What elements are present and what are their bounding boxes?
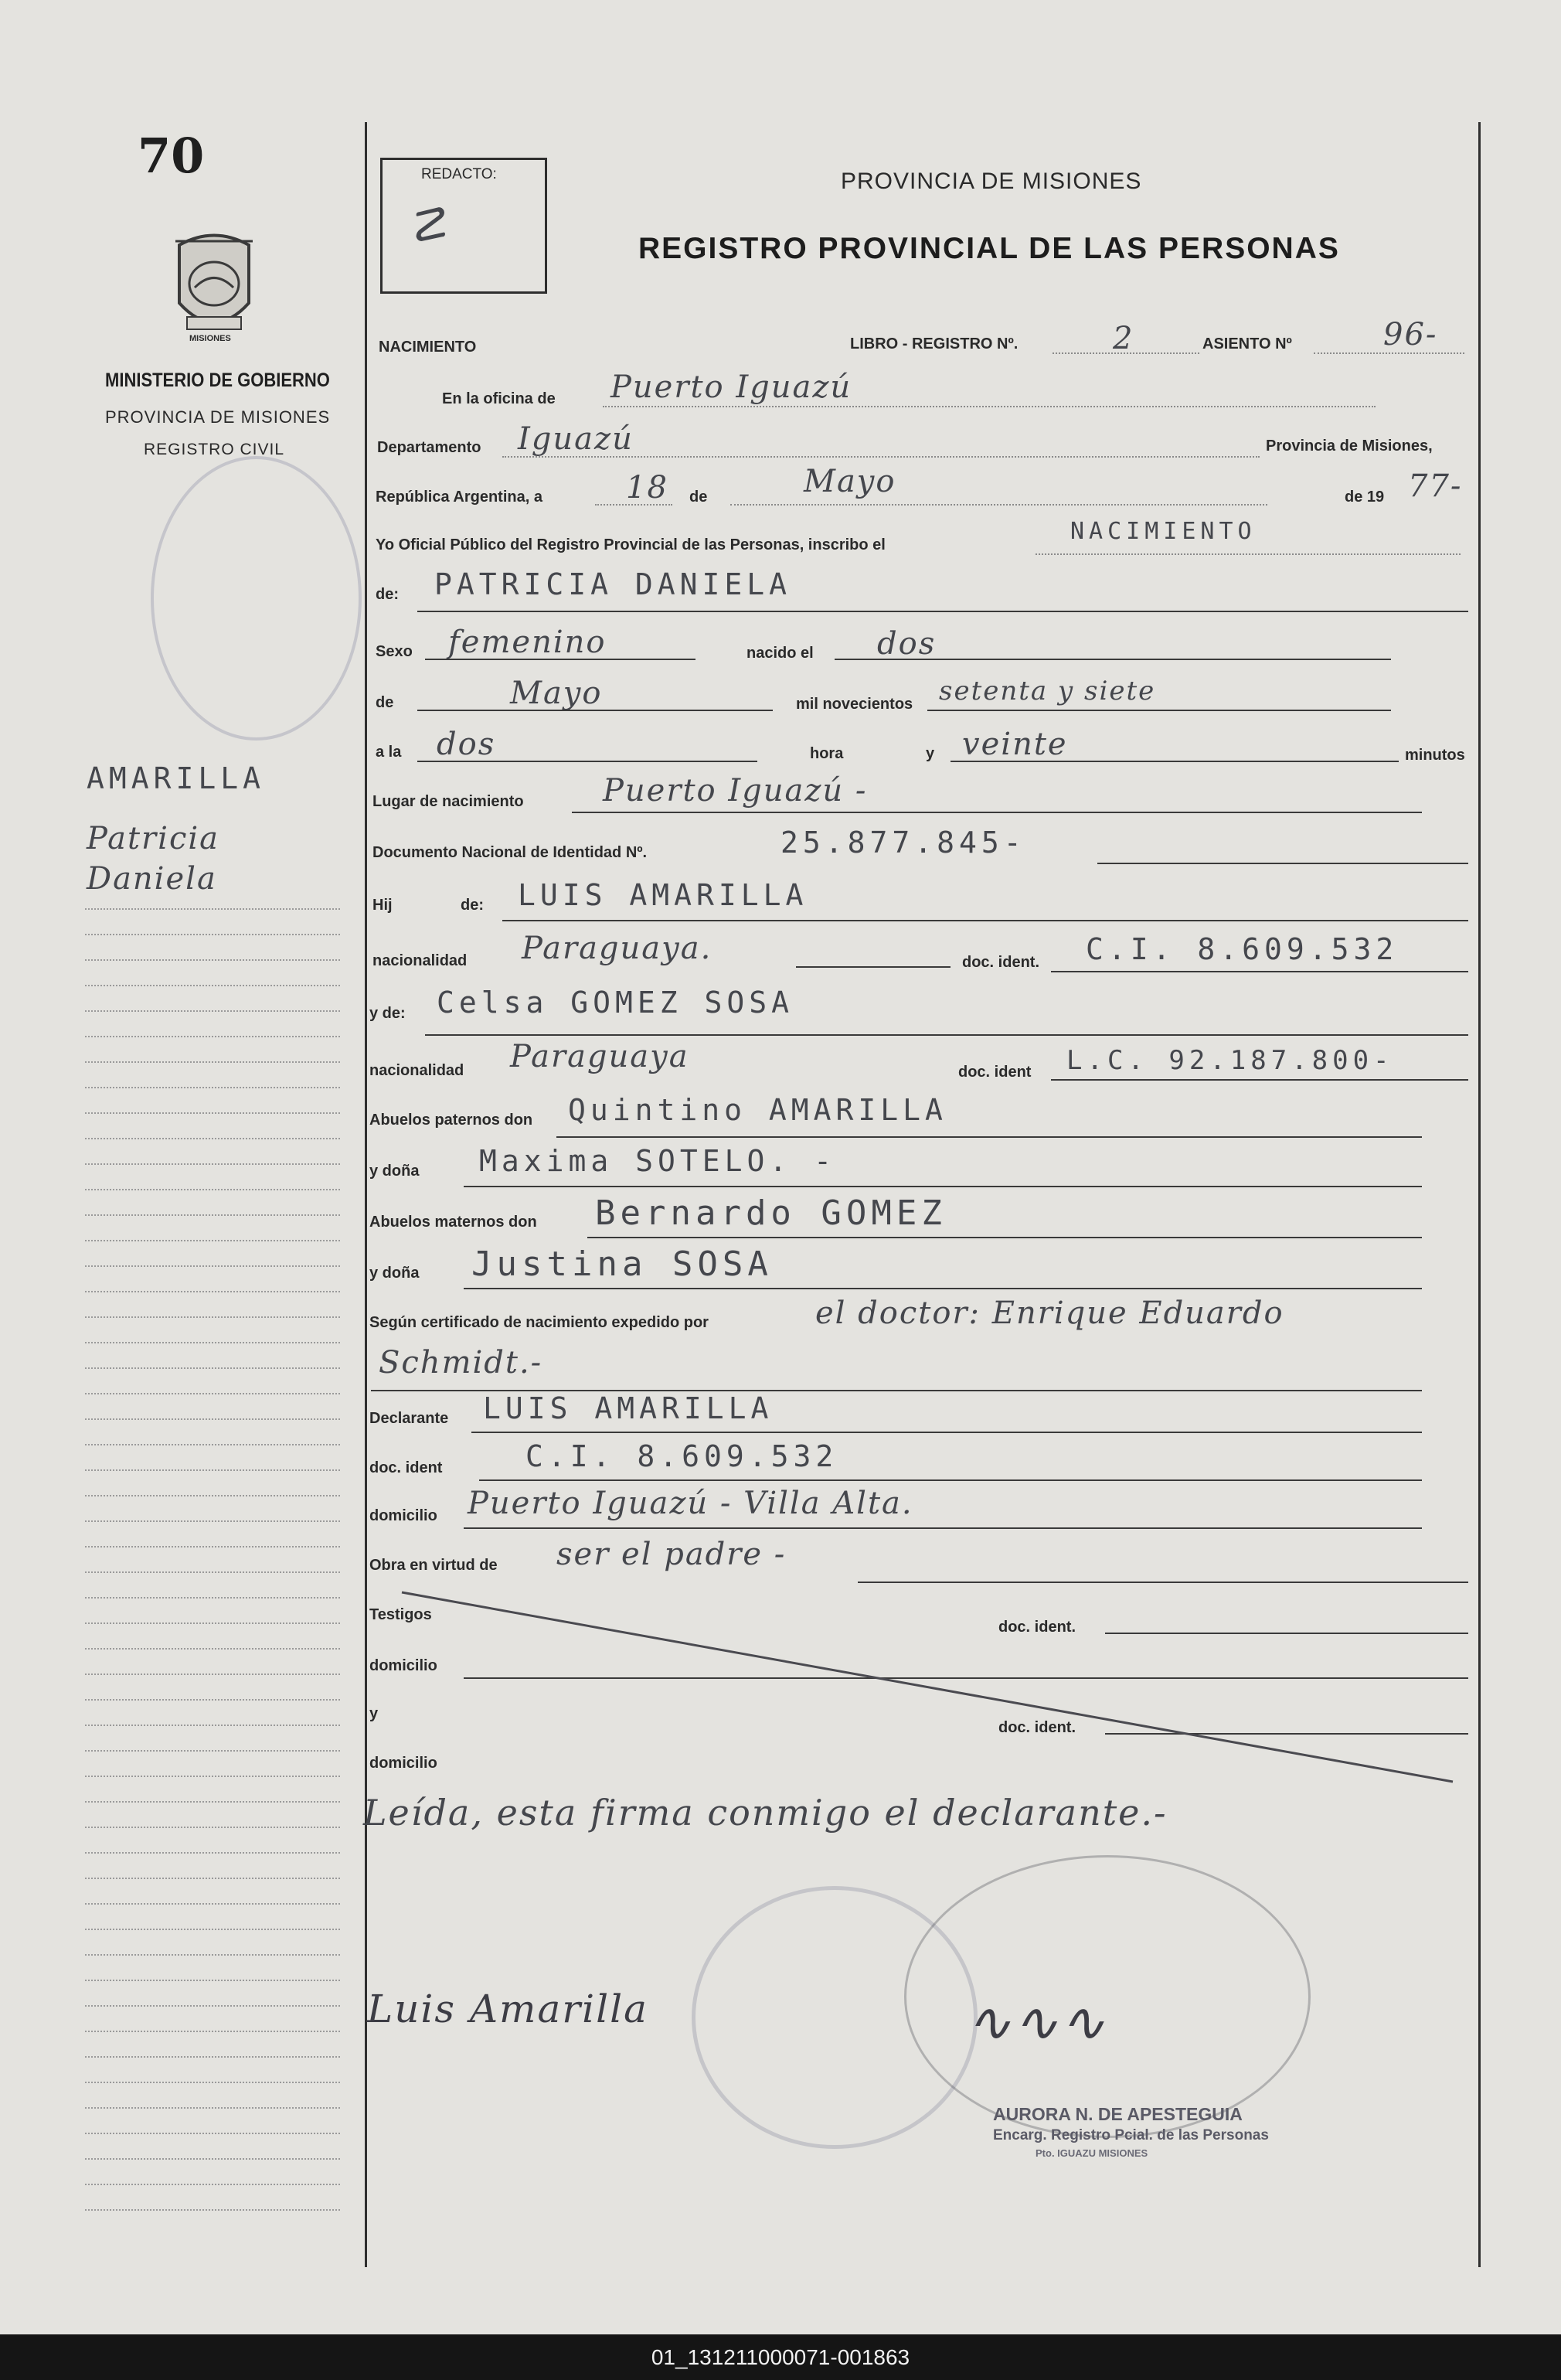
label-de-mes: de xyxy=(689,489,708,506)
label-nacionalidad-padre: nacionalidad xyxy=(372,952,468,969)
official-signature: ∿∿∿ xyxy=(966,1990,1107,2054)
ministry-name: MINISTERIO DE GOBIERNO xyxy=(105,369,330,391)
signature-loop xyxy=(904,1855,1311,2138)
label-departamento: Departamento xyxy=(377,439,481,456)
redacto-box xyxy=(380,158,547,294)
margin-line xyxy=(85,2005,340,2007)
label-dni: Documento Nacional de Identidad Nº. xyxy=(372,844,648,861)
declarante-value: LUIS AMARILLA xyxy=(483,1391,774,1425)
inscribo-value: NACIMIENTO xyxy=(1070,518,1257,545)
label-testigos: Testigos xyxy=(369,1606,432,1623)
margin-line xyxy=(85,1316,340,1318)
margin-line xyxy=(85,1750,340,1752)
margin-line xyxy=(85,1903,340,1905)
label-nacimiento: NACIMIENTO xyxy=(379,339,477,356)
label-y-de-madre: y de: xyxy=(369,1005,406,1022)
mes-value: Mayo xyxy=(804,464,896,499)
margin-line xyxy=(85,1725,340,1726)
label-oficina: En la oficina de xyxy=(442,390,556,407)
margin-line xyxy=(85,2056,340,2058)
label-lugar-nacimiento: Lugar de nacimiento xyxy=(372,793,524,810)
label-abuelos-paternos: Abuelos paternos don xyxy=(369,1112,533,1129)
label-mil-novecientos: mil novecientos xyxy=(796,696,913,713)
label-abuelos-maternos: Abuelos maternos don xyxy=(369,1214,537,1231)
label-domicilio-declarante: domicilio xyxy=(369,1507,437,1524)
anio-value: 77- xyxy=(1408,468,1463,504)
nacido-mes-value: Mayo xyxy=(510,676,603,711)
sexo-value: femenino xyxy=(448,625,607,660)
margin-line xyxy=(85,1827,340,1828)
minutos-value: veinte xyxy=(962,727,1068,762)
abuela-paterna-value: Maxima SOTELO. - xyxy=(479,1144,837,1178)
certificado-cont-value: Schmidt.- xyxy=(379,1345,543,1381)
margin-line xyxy=(85,1648,340,1650)
label-nacionalidad-madre: nacionalidad xyxy=(369,1062,464,1079)
label-doc-ident-madre: doc. ident xyxy=(958,1064,1032,1081)
margin-line xyxy=(85,2031,340,2032)
margin-line xyxy=(85,1367,340,1369)
coat-of-arms-icon xyxy=(164,226,264,349)
padre-value: LUIS AMARILLA xyxy=(518,878,808,912)
label-y-testigo2: y xyxy=(369,1705,379,1722)
label-de-mes2: de xyxy=(376,694,394,711)
label-doc-ident-padre: doc. ident. xyxy=(962,954,1039,971)
padre-nacionalidad-value: Paraguaya. xyxy=(522,931,712,966)
margin-line xyxy=(85,2158,340,2160)
margin-note-surname: AMARILLA xyxy=(87,761,266,795)
margin-line xyxy=(85,1546,340,1548)
label-y: y xyxy=(926,745,935,762)
redacto-initials: ☡ xyxy=(406,199,449,253)
nacido-dia-value: dos xyxy=(877,626,937,662)
label-nacido-el: nacido el xyxy=(746,645,814,662)
seal-caption: MISIONES xyxy=(189,334,231,343)
label-doc-ident-declarante: doc. ident xyxy=(369,1459,443,1476)
margin-line xyxy=(85,1342,340,1343)
abuela-materna-value: Justina SOSA xyxy=(471,1244,773,1284)
official-stamp-name: AURORA N. DE APESTEGUIA xyxy=(993,2104,1243,2124)
margin-line xyxy=(85,1010,340,1012)
margin-note-name2: Daniela xyxy=(87,861,217,897)
official-stamp-role: Encarg. Registro Pcial. de las Personas xyxy=(993,2127,1269,2143)
label-y-dona-paterna: y doña xyxy=(369,1163,420,1180)
nacido-anio-value: setenta y siete xyxy=(939,676,1156,707)
label-provincia-misiones: Provincia de Misiones, xyxy=(1266,438,1433,455)
lugar-value: Puerto Iguazú - xyxy=(603,773,868,809)
abuelo-materno-value: Bernardo GOMEZ xyxy=(595,1193,947,1233)
label-libro-registro: LIBRO - REGISTRO Nº. xyxy=(850,335,1019,352)
margin-line xyxy=(85,1036,340,1037)
margin-line xyxy=(85,1061,340,1063)
margin-line xyxy=(85,2209,340,2211)
dni-value: 25.877.845- xyxy=(780,826,1026,860)
margin-line xyxy=(85,2082,340,2083)
label-domicilio-testigo2: domicilio xyxy=(369,1755,437,1772)
madre-doc-value: L.C. 92.187.800- xyxy=(1066,1045,1394,1076)
margin-note-name1: Patricia xyxy=(87,821,219,856)
madre-value: Celsa GOMEZ SOSA xyxy=(437,986,794,1020)
redacto-label: REDACTO: xyxy=(421,166,497,182)
label-republica: República Argentina, a xyxy=(376,489,542,506)
margin-line xyxy=(85,1954,340,1956)
footer-code: 01_131211000071-001863 xyxy=(0,2334,1561,2380)
margin-line xyxy=(85,1801,340,1803)
margin-line xyxy=(85,2133,340,2134)
margin-line xyxy=(85,1929,340,1930)
abuelo-paterno-value: Quintino AMARILLA xyxy=(568,1093,947,1127)
asiento-number: 96- xyxy=(1383,317,1438,352)
label-hora: hora xyxy=(810,745,844,762)
margin-line xyxy=(85,1291,340,1292)
testigos-strike-line xyxy=(371,1585,1468,1786)
label-asiento: ASIENTO Nº xyxy=(1202,335,1292,352)
margin-line xyxy=(85,1189,340,1190)
declarante-domicilio-value: Puerto Iguazú - Villa Alta. xyxy=(468,1486,913,1521)
margin-line xyxy=(85,1469,340,1471)
libro-number: 2 xyxy=(1113,321,1134,356)
label-de-19: de 19 xyxy=(1345,489,1385,506)
margin-line xyxy=(85,1163,340,1165)
label-doc-ident-testigo2: doc. ident. xyxy=(998,1719,1076,1736)
padre-doc-value: C.I. 8.609.532 xyxy=(1086,932,1399,966)
margin-line xyxy=(85,1699,340,1701)
hora-value: dos xyxy=(437,727,496,762)
margin-line xyxy=(85,1265,340,1267)
margin-line xyxy=(85,1087,340,1088)
margin-line xyxy=(85,1980,340,1981)
margin-line xyxy=(85,959,340,961)
margin-line xyxy=(85,1878,340,1879)
right-border-rule xyxy=(1478,122,1481,2267)
label-de-padre: de: xyxy=(461,897,484,914)
departamento-value: Iguazú xyxy=(518,421,634,457)
label-doc-ident-testigo1: doc. ident. xyxy=(998,1619,1076,1636)
obra-en-virtud-value: ser el padre - xyxy=(556,1537,787,1572)
margin-line xyxy=(85,1673,340,1675)
margin-line xyxy=(85,1852,340,1854)
dia-value: 18 xyxy=(626,470,668,506)
margin-line xyxy=(85,1520,340,1522)
margin-line xyxy=(85,1444,340,1445)
margin-line xyxy=(85,1138,340,1139)
label-hij: Hij xyxy=(372,897,393,914)
margin-line xyxy=(85,934,340,935)
margin-line xyxy=(85,2184,340,2185)
margin-line xyxy=(85,1214,340,1216)
declarante-signature: Luis Amarilla xyxy=(367,1987,648,2031)
label-declarante: Declarante xyxy=(369,1410,449,1427)
ministry-province: PROVINCIA DE MISIONES xyxy=(105,407,331,427)
margin-line xyxy=(85,908,340,910)
margin-line xyxy=(85,1393,340,1394)
ministry-registry: REGISTRO CIVIL xyxy=(144,441,285,458)
margin-line xyxy=(85,1495,340,1496)
left-border-rule xyxy=(365,122,367,2267)
leida-value: Leída, esta firma conmigo el declarante.- xyxy=(363,1792,1168,1834)
folio-number: 70 xyxy=(138,128,205,184)
registry-stamp-left xyxy=(151,456,362,741)
margin-line xyxy=(85,1622,340,1624)
label-sexo: Sexo xyxy=(376,643,413,660)
margin-line xyxy=(85,985,340,986)
margin-line xyxy=(85,1571,340,1573)
margin-line xyxy=(85,1240,340,1241)
margin-line xyxy=(85,1776,340,1777)
margin-line xyxy=(85,1418,340,1420)
label-segun-certificado: Según certificado de nacimiento expedido por xyxy=(369,1314,709,1331)
oficina-value: Puerto Iguazú xyxy=(610,369,852,405)
label-obra-en-virtud: Obra en virtud de xyxy=(369,1557,498,1574)
nombre-value: PATRICIA DANIELA xyxy=(434,567,792,601)
certificado-por-value: el doctor: Enrique Eduardo xyxy=(815,1296,1284,1331)
declarante-doc-value: C.I. 8.609.532 xyxy=(525,1439,838,1473)
label-oficial-publico: Yo Oficial Público del Registro Provincial de las Personas, inscribo el xyxy=(376,536,886,553)
label-a-la: a la xyxy=(376,744,402,761)
madre-nacionalidad-value: Paraguaya xyxy=(510,1039,689,1074)
margin-line xyxy=(85,2107,340,2109)
header-province: PROVINCIA DE MISIONES xyxy=(841,169,1142,194)
label-domicilio-testigo1: domicilio xyxy=(369,1657,437,1674)
margin-line xyxy=(85,1112,340,1114)
label-de-nombre: de: xyxy=(376,586,399,603)
label-y-dona-materna: y doña xyxy=(369,1265,420,1282)
official-stamp-place: Pto. IGUAZU MISIONES xyxy=(1036,2147,1148,2159)
header-title: REGISTRO PROVINCIAL DE LAS PERSONAS xyxy=(638,232,1340,265)
margin-line xyxy=(85,1597,340,1599)
label-minutos: minutos xyxy=(1405,747,1465,764)
